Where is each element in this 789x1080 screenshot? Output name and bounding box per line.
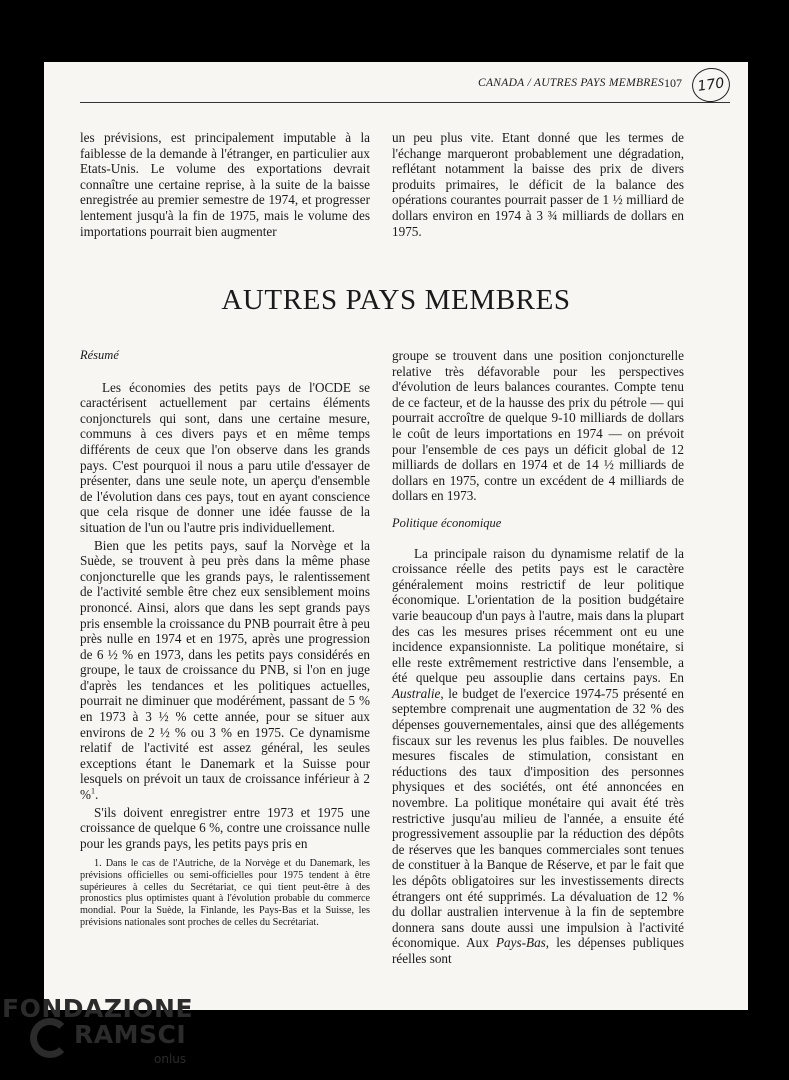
- watermark-line-1: FONDAZIONE: [2, 994, 194, 1023]
- paragraph: [80, 538, 370, 803]
- document-page: [44, 62, 748, 1010]
- watermark-line-3: onlus: [154, 1052, 187, 1066]
- country-name: Australie: [392, 685, 441, 701]
- watermark-g-icon: [30, 1018, 70, 1058]
- handwritten-page-stamp: 170: [690, 66, 732, 105]
- paragraph-text: La principale raison du dynamisme relatif de la croissance réelle des petits pays est le caractère généralement moins restrictif de leur politique économique. L'orientation de la position budgétaire varie beaucoup d'un pays à l'autre, mais dans la plupart des cas les mesures prises récemment ont eu une incidence expansionniste. La politique monétaire, si elle reste extrêmement restrictive dans l'ensemble, a été quelque peu assouplie dans certains pays. En: [392, 545, 684, 686]
- paragraph: groupe se trouvent dans une position conjoncturelle relative très défavorable pour les perspectives d'évolution de leurs balances courantes. Compte tenu de ce facteur, et de la hausse des prix du pétrole — qui pourrait accroître de quelque 9-10 milliards de dollars le coût de leurs importations en 1974 — on prévoit pour l'ensemble de ces pays un déficit global de 12 milliards de dollars en 1974 et de 14 ½ milliards de dollars en 1975, contre un excédent de 4 milliards de dollars en 1973.: [392, 348, 684, 504]
- left-column: [80, 348, 370, 851]
- paragraph-text: , le budget de l'exercice 1974-75 présenté en septembre comprenait une augmentation de 32 % des dépenses gouvernementales, ainsi que des allégements fiscaux sur les revenus les plus faibles. De nouvelles mesures fiscales de stimulation, consistant en réductions des taux d'imposition des personnes physiques et des sociétés, ont été annoncées en novembre. La politique monétaire qui avait été très restrictive jusqu'au milieu de l'année, a ensuite été progressivement assouplie par la réduction des dépôts de réserves que les banques commerciales sont tenues de constituer à la Banque de Réserve, et par le fait que les dépôts obligatoires sur les investissements directs étrangers ont été supprimés. La dévaluation de 12 % du dollar australien intervenue à la fin de septembre donnera sans doute aussi une impulsion à l'activité économique. Aux: [392, 685, 684, 951]
- paragraph: Les économies des petits pays de l'OCDE se caractérisent actuellement par certains éléments conjoncturels qui sont, dans une certaine mesure, communs à ces divers pays et en même temps différents de ceux que l'on observe dans les grands pays. C'est pourquoi il nous a paru utile d'essayer de présenter, dans une seule note, un aperçu d'ensemble de l'évolution dans ces pays, tout en ayant conscience que cela risque de donner une idée fausse de la situation de l'un ou l'autre pris individuellement.: [80, 379, 370, 535]
- page-number: 107: [664, 76, 682, 90]
- right-column: [392, 348, 684, 967]
- paragraph-end: .: [95, 787, 99, 803]
- top-right-column: [392, 130, 684, 239]
- paragraph: un peu plus vite. Etant donné que les termes de l'échange marqueront probablement une dégradation, reflétant notamment la baisse des prix de divers produits primaires, le déficit de la balance des opérations courantes pourrait passer de 1 ½ milliard de dollars environ en 1974 à 3 ¾ milliards de dollars en 1975.: [392, 130, 684, 239]
- section-title: AUTRES PAYS MEMBRES: [221, 284, 571, 316]
- archive-watermark-logo: [2, 994, 222, 1074]
- paragraph: [392, 546, 684, 967]
- watermark-line-2: RAMSCI: [74, 1020, 187, 1049]
- footnote: [80, 858, 370, 929]
- paragraph-text: , les dépenses publiques réelles sont: [392, 935, 684, 966]
- country-name: Pays-Bas: [495, 935, 546, 951]
- paragraph: S'ils doivent enregistrer entre 1973 et 1975 une croissance de quelque 6 %, contre une croissance nulle pour les grands pays, les petits pays pris en: [80, 804, 370, 851]
- page-header: [80, 74, 730, 103]
- footnote-ref: 1: [91, 786, 95, 796]
- footnote-text: 1. Dans le cas de l'Autriche, de la Norvège et du Danemark, les prévisions officielles ou semi-officielles pour 1975 tendent à être supérieures à celles du Secrétariat, ce qui tient peut-être à des pronostics plus optimistes quant à l'évolution probable du commerce mondial. Pour la Suède, la Finlande, les Pays-Bas et la Suisse, les prévisions nationales sont proches de celles du Secrétariat.: [80, 858, 370, 928]
- running-head: CANADA / AUTRES PAYS MEMBRES: [477, 77, 664, 89]
- section-heading-resume: Résumé: [80, 348, 119, 362]
- top-left-column: [80, 130, 370, 239]
- paragraph-text: Bien que les petits pays, sauf la Norvège et la Suède, se trouvent à peu près dans la même phase conjoncturelle que les grands pays, le ralentissement de l'activité semble être chez eux sensiblement moins prononcé. Ainsi, alors que dans les sept grands pays pris ensemble la croissance du PNB pourrait être à peu près nulle en 1974 et en 1975, après une progression de 6 ½ % en 1973, dans les petits pays considérés en groupe, le taux de croissance du PNB, si l'on en juge d'après les tendances et les politiques actuelles, pourrait ne diminuer que modérément, passant de 5 % en 1973 à 3 ½ % cette année, pour se situer aux environs de 2 ½ % ou 3 % en 1975. Ce dynamisme relatif de l'activité est assez général, les seules exceptions étant le Danemark et la Suisse pour lesquels on prévoit un taux de croissance inférieur à 2 %: [80, 537, 370, 803]
- section-heading-politique: Politique économique: [392, 515, 502, 530]
- paragraph: les prévisions, est principalement imputable à la faiblesse de la demande à l'étranger, en particulier aux Etats-Unis. Le volume des exportations devrait connaître une certaine reprise, à la suite de la baisse enregistrée au premier semestre de 1974, et progresser lentement jusqu'à la fin de 1975, mais le volume des importations pourrait bien augmenter: [80, 130, 370, 239]
